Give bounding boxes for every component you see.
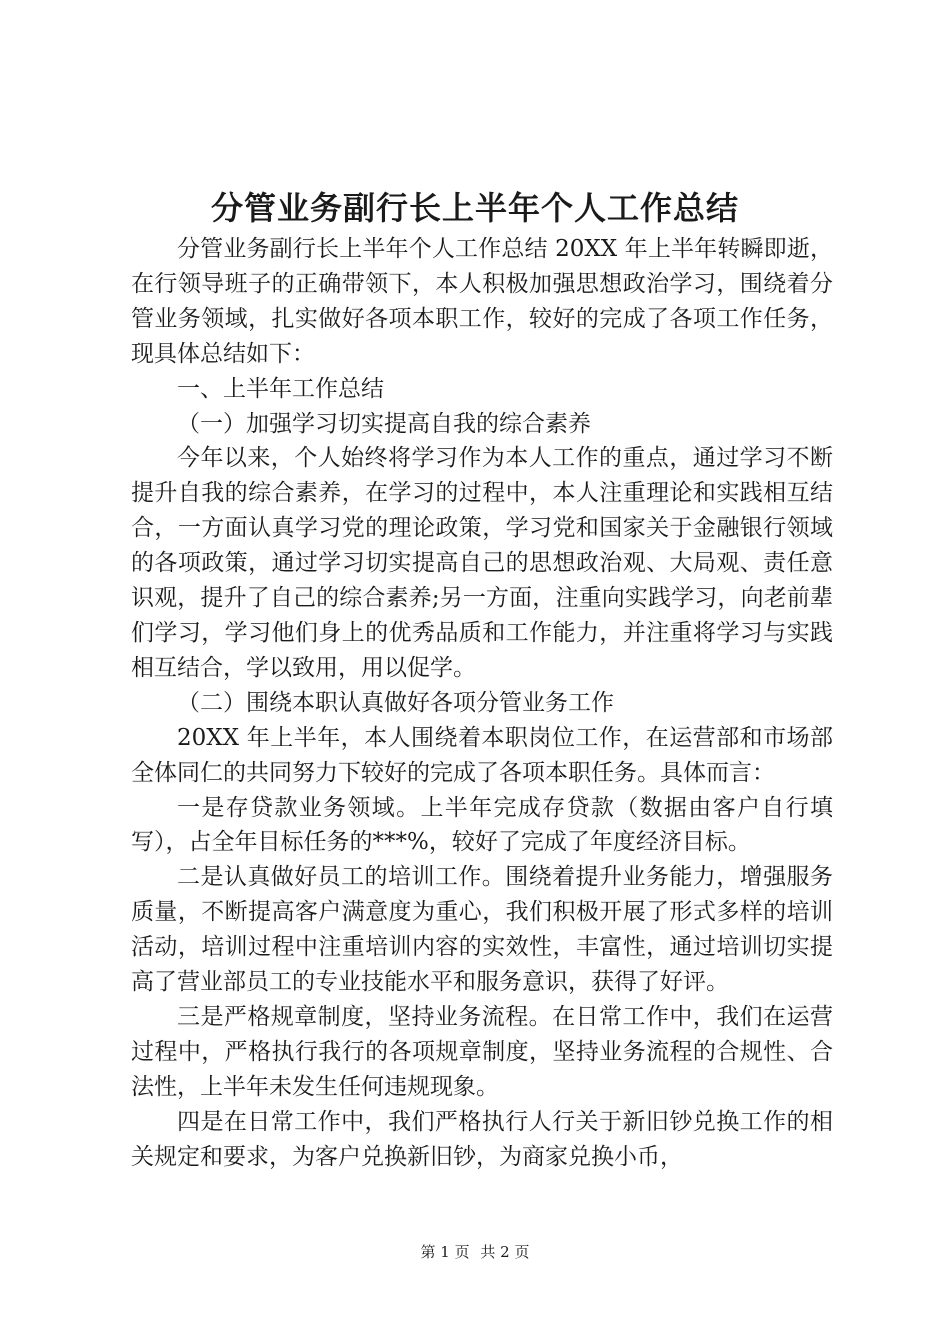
paragraph-item-3: 三是严格规章制度，坚持业务流程。在日常工作中，我们在运营过程中，严格执行我行的各项规章制度，坚持业务流程的合规性、合法性，上半年未发生任何违规现象。 bbox=[131, 1003, 833, 1100]
document-body bbox=[131, 232, 833, 1174]
paragraph-item-1: 一是存贷款业务领域。上半年完成存贷款（数据由客户自行填写），占全年目标任务的***%，较好了完成了年度经济目标。 bbox=[131, 794, 833, 856]
paragraph-intro: 分管业务副行长上半年个人工作总结 20XX 年上半年转瞬即逝，在行领导班子的正确带领下，本人积极加强思想政治学习，围绕着分管业务领域，扎实做好各项本职工作，较好的完成了各项工作任务，现具体总结如下： bbox=[131, 236, 833, 367]
subsection-heading-1: （一）加强学习切实提高自我的综合素养 bbox=[177, 410, 591, 437]
document-title: 分管业务副行长上半年个人工作总结 bbox=[210, 189, 739, 227]
page-number-total: 共 2 页 bbox=[480, 1243, 530, 1261]
paragraph-study: 今年以来，个人始终将学习作为本人工作的重点，通过学习不断提升自我的综合素养，在学习的过程中，本人注重理论和实践相互结合，一方面认真学习党的理论政策，学习党和国家关于金融银行领域的各项政策，通过学习切实提高自己的思想政治观、大局观、责任意识观，提升了自己的综合素养;另一方面，注重向实践学习，向老前辈们学习，学习他们身上的优秀品质和工作能力，并注重将学习与实践相互结合，学以致用，用以促学。 bbox=[131, 445, 833, 681]
paragraph-item-2: 二是认真做好员工的培训工作。围绕着提升业务能力，增强服务质量，不断提高客户满意度为重心，我们积极开展了形式多样的培训活动，培训过程中注重培训内容的实效性，丰富性，通过培训切实提高了营业部员工的专业技能水平和服务意识，获得了好评。 bbox=[131, 864, 833, 996]
paragraph-overview: 20XX 年上半年，本人围绕着本职岗位工作，在运营部和市场部全体同仁的共同努力下较好的完成了各项本职任务。具体而言： bbox=[131, 724, 833, 786]
subsection-heading-2: （二）围绕本职认真做好各项分管业务工作 bbox=[177, 689, 614, 716]
section-heading-1: 一、上半年工作总结 bbox=[177, 375, 384, 402]
page-footer bbox=[0, 1240, 950, 1264]
page-number-current: 第 1 页 bbox=[420, 1243, 470, 1261]
paragraph-item-4: 四是在日常工作中，我们严格执行人行关于新旧钞兑换工作的相关规定和要求，为客户兑换新旧钞，为商家兑换小币， bbox=[131, 1108, 833, 1170]
